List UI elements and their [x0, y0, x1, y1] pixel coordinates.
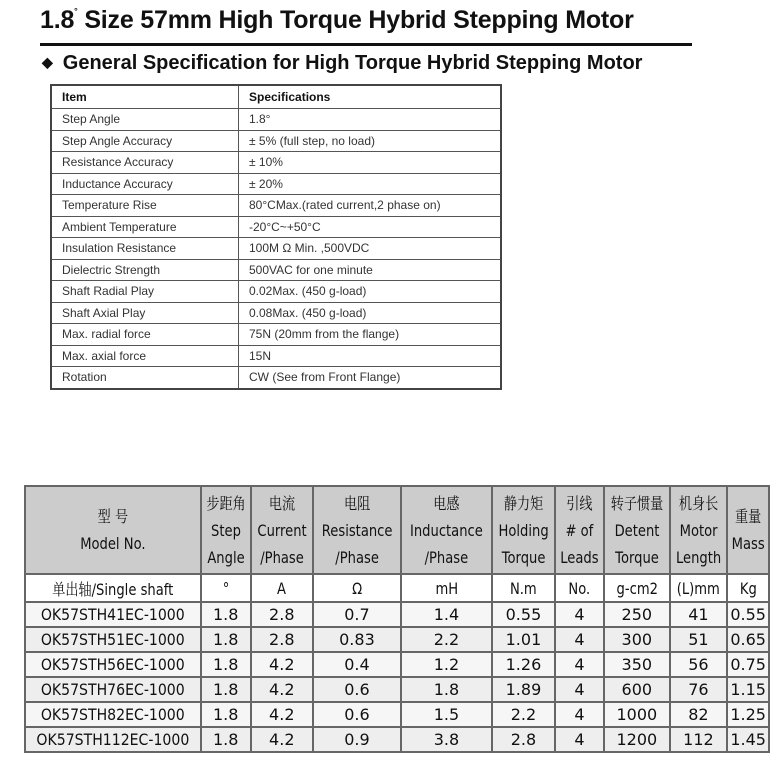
spec-item-cell: Max. radial force — [51, 324, 239, 346]
model-value-cell: 82 — [670, 702, 727, 727]
spec-item-cell: Step Angle Accuracy — [51, 130, 239, 152]
model-value-cell: 1.25 — [727, 702, 769, 727]
model-value-cell: 0.6 — [313, 702, 401, 727]
spec-value-cell: ± 20% — [239, 173, 502, 195]
model-value-cell: 1.8 — [201, 602, 251, 627]
model-value-cell: 41 — [670, 602, 727, 627]
model-value-cell: 1200 — [604, 727, 670, 752]
degree-mark: ° — [74, 6, 78, 16]
model-row — [25, 677, 769, 702]
model-header-cell — [25, 486, 201, 574]
unit-cell: g-cm2 — [604, 574, 670, 602]
spec-row — [51, 345, 501, 367]
spec-value-cell: 75N (20mm from the flange) — [239, 324, 502, 346]
header-line: Mass — [731, 534, 765, 553]
spec-item-cell: Dielectric Strength — [51, 259, 239, 281]
unit-cell: (L)mm — [670, 574, 727, 602]
unit-cell: Kg — [727, 574, 769, 602]
model-header-cell — [251, 486, 313, 574]
model-value-cell: 4 — [555, 727, 604, 752]
model-value-cell: 4 — [555, 677, 604, 702]
spec-value-cell: -20°C~+50°C — [239, 216, 502, 238]
spec-value-cell: 80°CMax.(rated current,2 phase on) — [239, 195, 502, 217]
spec-value-cell: ± 5% (full step, no load) — [239, 130, 502, 152]
header-line: Inductance — [410, 520, 483, 540]
spec-value-cell: CW (See from Front Flange) — [239, 367, 502, 389]
unit-cell: No. — [555, 574, 604, 602]
page-title: 1.8° Size 57mm High Torque Hybrid Stepping Motor — [40, 6, 634, 34]
spec-item-cell: Shaft Axial Play — [51, 302, 239, 324]
section-heading: ◆ General Specification for High Torque Hybrid Stepping Motor — [42, 52, 643, 74]
model-value-cell: 2.8 — [492, 727, 555, 752]
spec-row — [51, 324, 501, 346]
model-header-cell — [555, 486, 604, 574]
spec-row — [51, 302, 501, 324]
spec-header-spec: Specifications — [239, 85, 502, 109]
spec-item-cell: Temperature Rise — [51, 195, 239, 217]
model-value-cell: 0.65 — [727, 627, 769, 652]
model-header-cell — [201, 486, 251, 574]
header-line: 转子惯量 — [610, 493, 664, 513]
model-value-cell: 250 — [604, 602, 670, 627]
spec-value-cell: 0.08Max. (450 g-load) — [239, 302, 502, 324]
model-row — [25, 652, 769, 677]
spec-item-cell: Resistance Accuracy — [51, 152, 239, 174]
model-value-cell: 4 — [555, 652, 604, 677]
spec-item-cell: Max. axial force — [51, 345, 239, 367]
model-value-cell: 1.8 — [201, 677, 251, 702]
model-header-cell — [401, 486, 492, 574]
header-line: /Phase — [424, 547, 469, 567]
model-value-cell: 1.45 — [727, 727, 769, 752]
spec-row — [51, 152, 501, 174]
model-value-cell: 4 — [555, 702, 604, 727]
header-line: 步距角 — [206, 493, 246, 513]
model-number-cell: OK57STH51EC-1000 — [25, 627, 201, 652]
model-header-cell — [670, 486, 727, 574]
unit-cell: N.m — [492, 574, 555, 602]
model-value-cell: 4 — [555, 602, 604, 627]
spec-item-cell: Ambient Temperature — [51, 216, 239, 238]
model-value-cell: 1000 — [604, 702, 670, 727]
unit-cell: 单出轴/Single shaft — [25, 574, 201, 602]
model-row — [25, 727, 769, 752]
general-spec-table — [50, 84, 502, 390]
model-value-cell: 1.2 — [401, 652, 492, 677]
model-value-cell: 4.2 — [251, 727, 313, 752]
spec-item-cell: Insulation Resistance — [51, 238, 239, 260]
model-value-cell: 4 — [555, 627, 604, 652]
header-line: /Phase — [335, 547, 379, 567]
spec-row — [51, 130, 501, 152]
model-number-cell: OK57STH41EC-1000 — [25, 602, 201, 627]
model-value-cell: 3.8 — [401, 727, 492, 752]
header-line: # of — [565, 520, 594, 540]
model-value-cell: 4.2 — [251, 702, 313, 727]
header-line: Holding — [498, 520, 549, 540]
model-header-cell — [313, 486, 401, 574]
model-value-cell: 0.75 — [727, 652, 769, 677]
spec-value-cell: 15N — [239, 345, 502, 367]
spec-header-row — [51, 85, 501, 109]
model-header-cell — [727, 486, 769, 574]
unit-cell: ° — [201, 574, 251, 602]
model-value-cell: 56 — [670, 652, 727, 677]
header-line: 机身长 — [678, 493, 719, 513]
model-value-cell: 51 — [670, 627, 727, 652]
model-value-cell: 0.4 — [313, 652, 401, 677]
model-value-cell: 2.2 — [401, 627, 492, 652]
spec-value-cell: ± 10% — [239, 152, 502, 174]
spec-row — [51, 281, 501, 303]
model-value-cell: 4.2 — [251, 652, 313, 677]
model-value-cell: 0.7 — [313, 602, 401, 627]
model-value-cell: 1.8 — [201, 727, 251, 752]
header-line: 电阻 — [343, 493, 371, 513]
header-line: Resistance — [321, 520, 393, 540]
spec-value-cell: 1.8° — [239, 109, 502, 131]
header-line: Angle — [207, 547, 245, 567]
model-value-cell: 1.26 — [492, 652, 555, 677]
model-value-cell: 1.8 — [401, 677, 492, 702]
model-value-cell: 1.5 — [401, 702, 492, 727]
spec-header-item: Item — [51, 85, 239, 109]
model-value-cell: 1.4 — [401, 602, 492, 627]
model-value-cell: 350 — [604, 652, 670, 677]
model-header-row — [25, 486, 769, 574]
title-divider — [40, 43, 692, 46]
spec-value-cell: 0.02Max. (450 g-load) — [239, 281, 502, 303]
spec-row — [51, 173, 501, 195]
spec-row — [51, 259, 501, 281]
model-number-cell: OK57STH76EC-1000 — [25, 677, 201, 702]
header-line: 电流 — [268, 493, 295, 513]
model-number-cell: OK57STH112EC-1000 — [25, 727, 201, 752]
model-row — [25, 602, 769, 627]
spec-value-cell: 100M Ω Min. ,500VDC — [239, 238, 502, 260]
header-line: Model No. — [80, 534, 146, 553]
model-value-cell: 2.2 — [492, 702, 555, 727]
spec-row — [51, 238, 501, 260]
model-value-cell: 600 — [604, 677, 670, 702]
model-row — [25, 702, 769, 727]
spec-row — [51, 216, 501, 238]
model-header-cell — [492, 486, 555, 574]
header-line: 静力矩 — [503, 493, 544, 513]
unit-cell: A — [251, 574, 313, 602]
header-line: /Phase — [259, 547, 304, 567]
header-line: Detent — [614, 520, 660, 540]
spec-value-cell: 500VAC for one minute — [239, 259, 502, 281]
model-value-cell: 300 — [604, 627, 670, 652]
header-line: 重量 — [735, 507, 762, 526]
model-value-cell: 1.89 — [492, 677, 555, 702]
spec-row — [51, 109, 501, 131]
model-value-cell: 1.01 — [492, 627, 555, 652]
model-value-cell: 112 — [670, 727, 727, 752]
spec-item-cell: Rotation — [51, 367, 239, 389]
model-value-cell: 2.8 — [251, 602, 313, 627]
model-value-cell: 0.9 — [313, 727, 401, 752]
units-row — [25, 574, 769, 602]
spec-item-cell: Shaft Radial Play — [51, 281, 239, 303]
model-value-cell: 0.55 — [492, 602, 555, 627]
diamond-bullet-icon: ◆ — [42, 54, 53, 70]
header-line: Torque — [501, 547, 546, 567]
model-number-cell: OK57STH82EC-1000 — [25, 702, 201, 727]
unit-cell: Ω — [313, 574, 401, 602]
spec-item-cell: Inductance Accuracy — [51, 173, 239, 195]
model-value-cell: 0.83 — [313, 627, 401, 652]
model-value-cell: 2.8 — [251, 627, 313, 652]
model-value-cell: 1.8 — [201, 652, 251, 677]
model-value-cell: 0.55 — [727, 602, 769, 627]
model-value-cell: 0.6 — [313, 677, 401, 702]
spec-row — [51, 195, 501, 217]
spec-item-cell: Step Angle — [51, 109, 239, 131]
model-value-cell: 1.8 — [201, 627, 251, 652]
spec-row — [51, 367, 501, 389]
header-line: Leads — [560, 547, 599, 567]
model-value-cell: 1.15 — [727, 677, 769, 702]
header-line: Length — [675, 547, 722, 567]
model-value-cell: 1.8 — [201, 702, 251, 727]
header-line: Current — [257, 520, 307, 540]
model-row — [25, 627, 769, 652]
model-value-cell: 76 — [670, 677, 727, 702]
header-line: Motor — [679, 520, 718, 540]
model-table — [24, 485, 770, 753]
model-number-cell: OK57STH56EC-1000 — [25, 652, 201, 677]
header-line: 电感 — [433, 493, 460, 513]
unit-cell: mH — [401, 574, 492, 602]
header-line: Torque — [614, 547, 659, 567]
header-line: 引线 — [566, 493, 593, 513]
header-line: 型 号 — [97, 507, 129, 526]
model-header-cell — [604, 486, 670, 574]
header-line: Step — [210, 520, 241, 540]
model-value-cell: 4.2 — [251, 677, 313, 702]
